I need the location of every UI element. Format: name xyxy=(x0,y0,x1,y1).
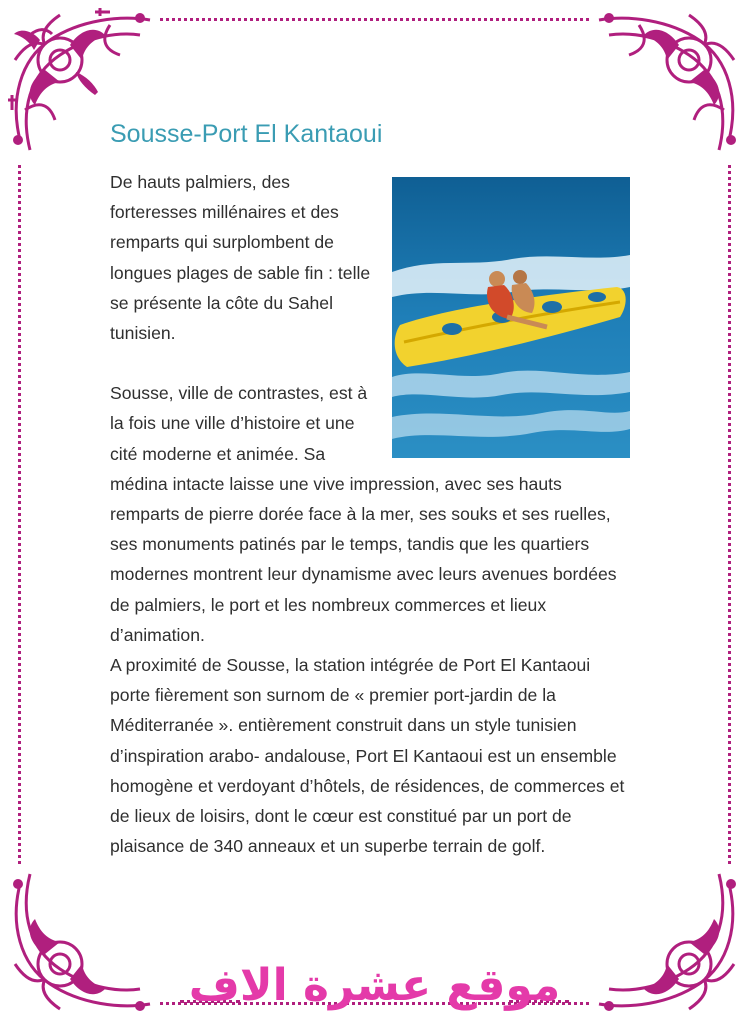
paragraph-3: A proximité de Sousse, la station intégrée de Port El Kantaoui porte fièrement son surnom de « premier port-jardin de la Méditerranée ». entièrement construit dans un style tunisien d’inspiration arabo- andalouse, Port El Kantaoui est un ensemble homogène et verdoyant d’hôtels, de résidences, de commerces et de lieux de loisirs, dont le cœur est constitué par un port de plaisance de 340 anneaux et un superbe terrain de golf. xyxy=(110,655,625,857)
paragraph-2: Sousse, ville de contrastes, est à la fois une ville d’histoire et une cité moderne et animée. Sa médina intacte laisse une vive impression, avec ses hauts remparts de pierre dorée face à la mer, ses souks et ses ruelles, ses monuments patinés par le temps, tandis que les quartiers modernes montrent leur dynamisme avec leurs avenues bordées de palmiers, le port et les nombreux commerces et lieux d’animation. xyxy=(110,383,617,645)
article-body xyxy=(110,167,630,861)
corner-ornament-top-right xyxy=(584,0,749,165)
site-name-watermark: موقع عشرة الاف xyxy=(188,960,561,1011)
frame-right-border xyxy=(728,165,731,864)
paragraph-1: De hauts palmiers, des forteresses millénaires et des remparts qui surplombent de longues plages de sable fin : telle se présente la côte du Sahel tunisien. xyxy=(110,172,371,344)
frame-top-border xyxy=(160,18,589,21)
banana-boat-photo xyxy=(392,177,630,458)
page-title: Sousse-Port El Kantaoui xyxy=(110,120,383,148)
frame-left-border xyxy=(18,165,21,864)
